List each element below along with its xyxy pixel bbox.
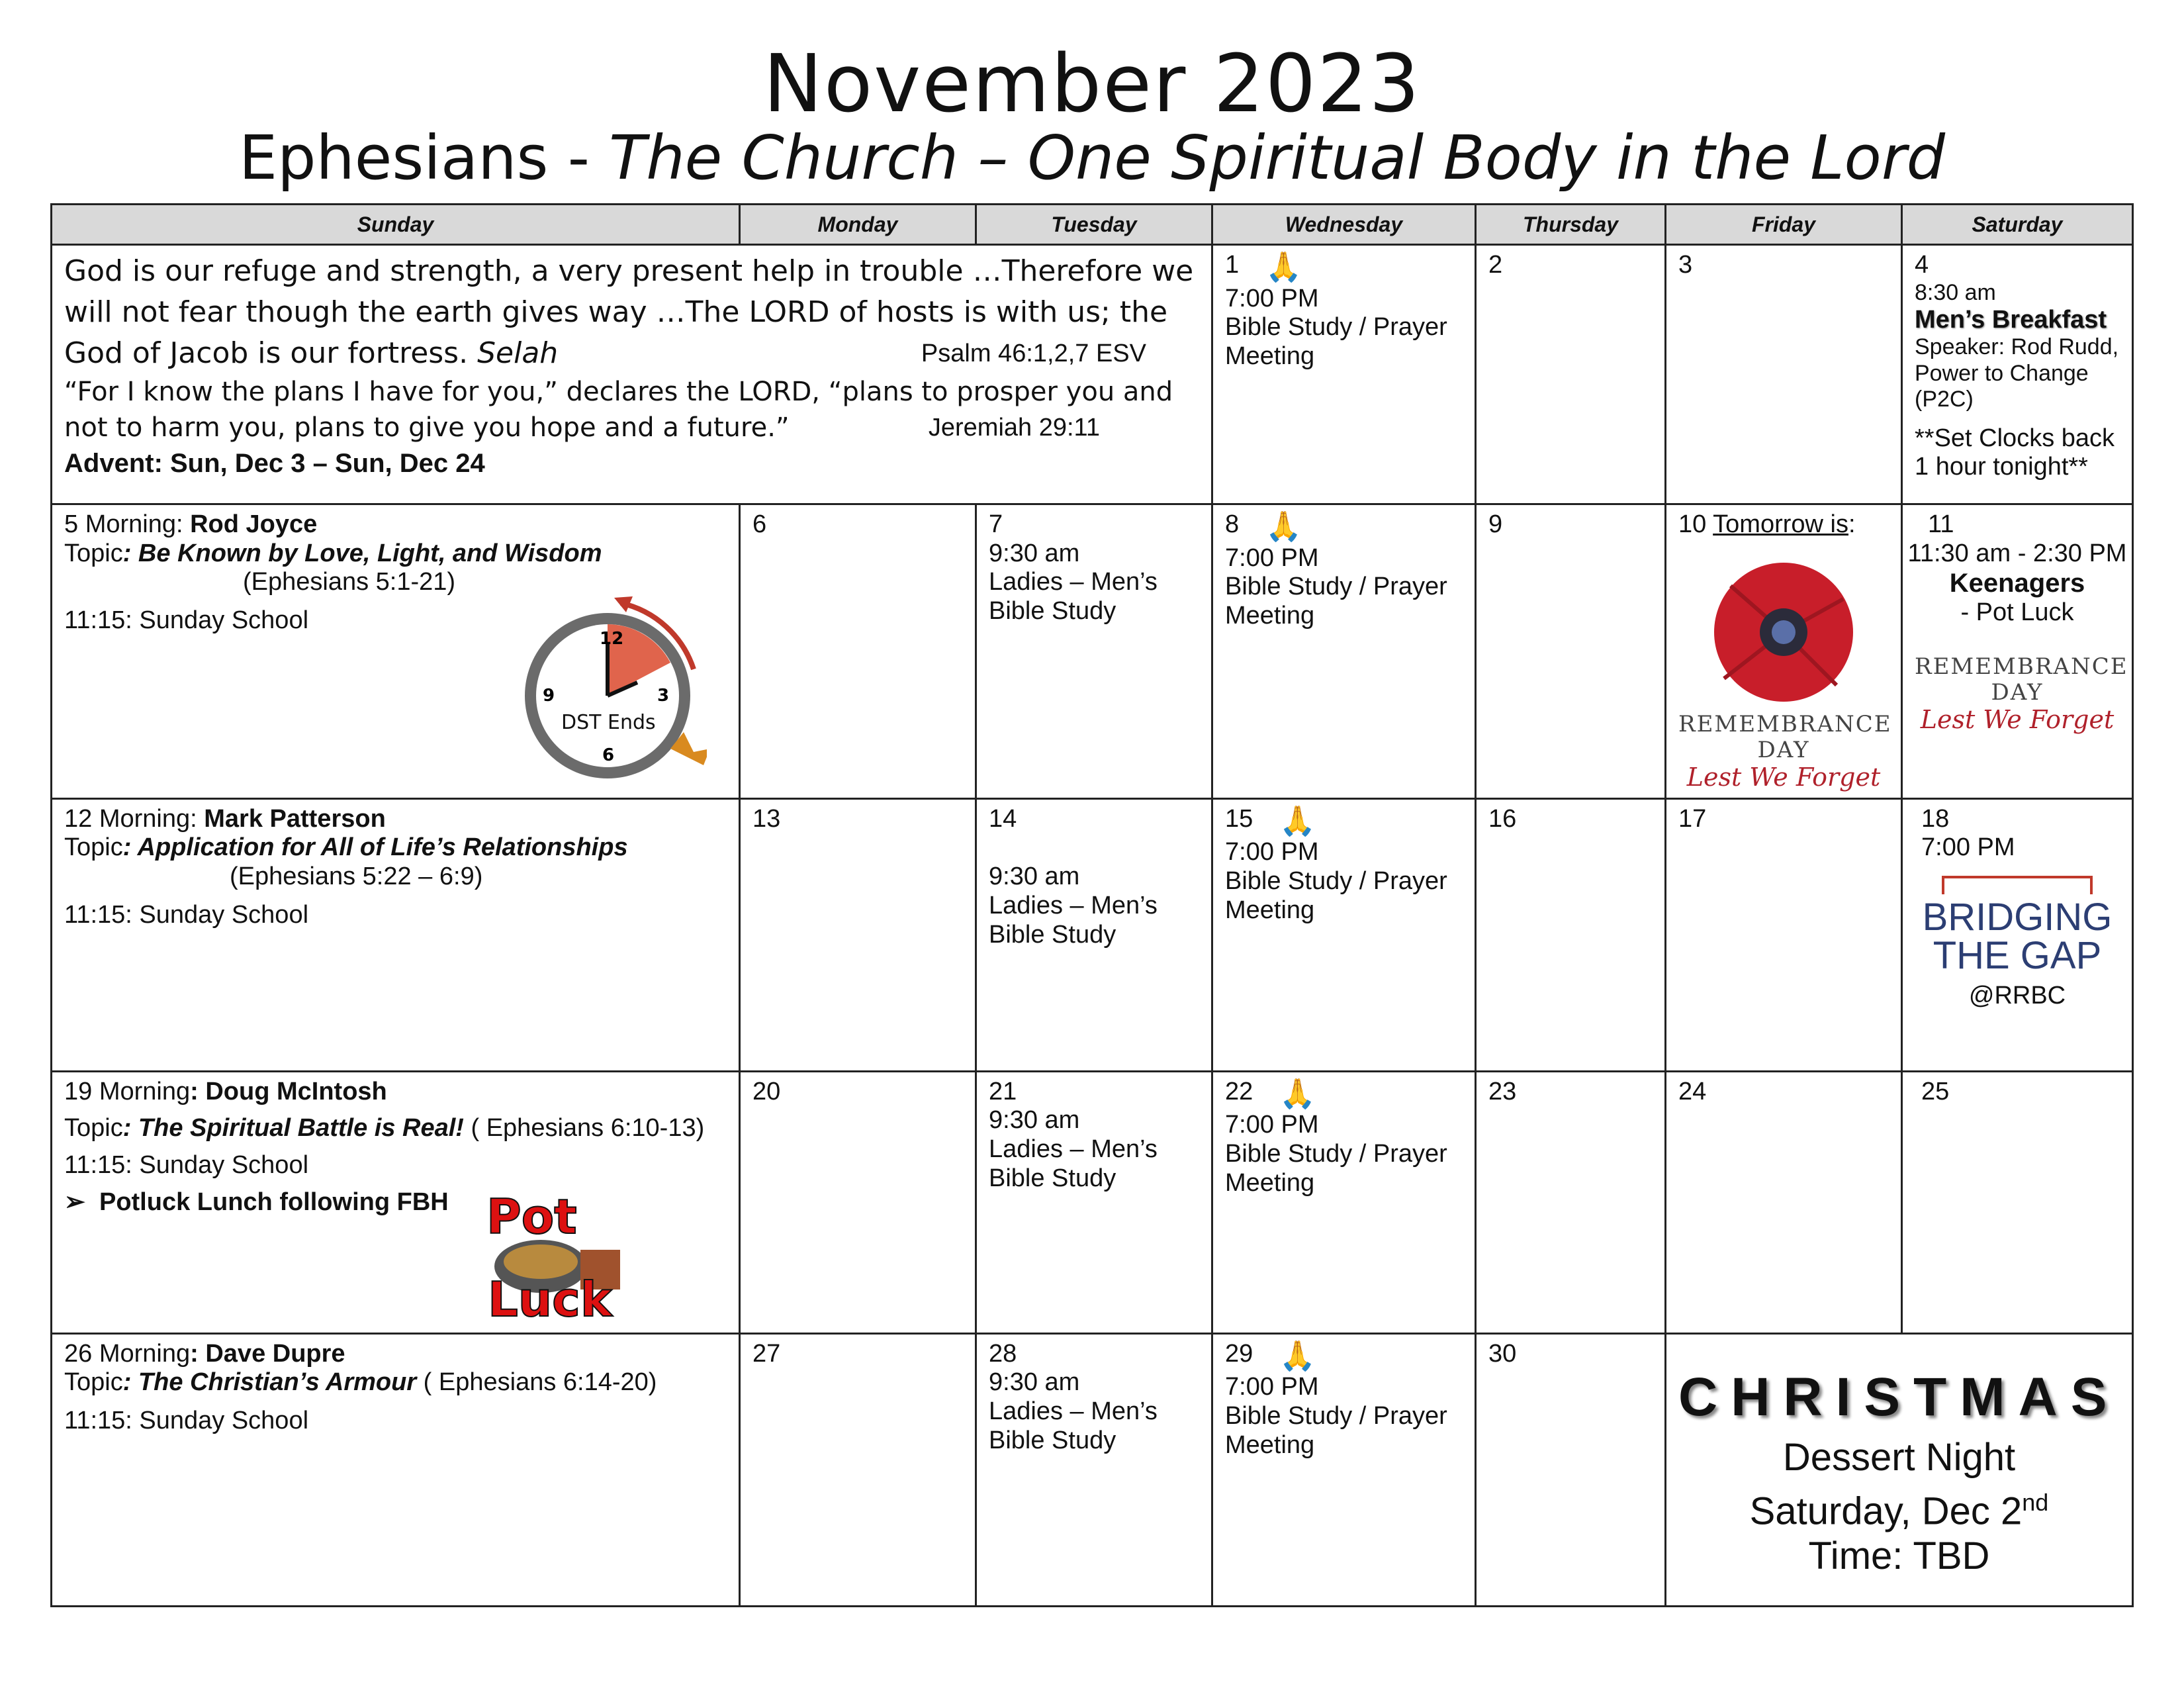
day-cell-15 [1212, 798, 1476, 1071]
luck-text: Luck [488, 1271, 612, 1323]
morning-label: Morning [99, 1339, 191, 1368]
day-cell-3 [1666, 245, 1902, 504]
event-line: Meeting [1225, 601, 1315, 630]
svg-text:6: 6 [602, 745, 615, 765]
potluck-text: Potluck Lunch following FBH [99, 1188, 449, 1216]
logo-line: THE GAP [1933, 933, 2102, 977]
day-number: 13 [752, 804, 781, 833]
event-line: Bible Study [989, 1426, 1116, 1454]
event-line: Bible Study / Prayer [1225, 1401, 1447, 1430]
lest-we-forget-text: Lest We Forget [1686, 762, 1881, 792]
event-line: Bible Study / Prayer [1225, 313, 1447, 342]
arrow-bullet-icon: ➢ [64, 1188, 85, 1216]
day-number: 20 [752, 1077, 781, 1105]
day-cell-19 [52, 1071, 740, 1333]
day-number: 7 [989, 510, 1003, 538]
weekday-friday: Friday [1666, 205, 1902, 245]
event-speaker: Speaker: Rod Rudd, Power to Change (P2C) [1915, 334, 2119, 412]
day-number: 2 [1488, 251, 1503, 279]
pot-text: Pot [486, 1190, 577, 1244]
speaker-name: Rod Joyce [190, 510, 318, 538]
day-cell-26 [52, 1333, 740, 1606]
weekday-saturday: Saturday [1902, 205, 2133, 245]
event-line: Bible Study [989, 597, 1116, 626]
day-cell-21 [976, 1071, 1212, 1333]
event-time: 7:00 PM [1225, 1111, 1319, 1139]
remembrance-day-text: REMEMBRANCE DAY [1915, 653, 2128, 706]
event-title: Men’s Breakfast [1915, 305, 2107, 334]
event-line: Bible Study / Prayer [1225, 867, 1447, 895]
event-line: Ladies – Men’s [989, 891, 1158, 919]
day-cell-5 [52, 504, 740, 799]
event-line: Meeting [1225, 1430, 1315, 1459]
event-subtitle: - Pot Luck [1960, 598, 2074, 627]
week-row [52, 504, 2133, 799]
svg-text:3: 3 [657, 686, 670, 706]
page-title: November 2023 [763, 38, 1421, 130]
event-line: Ladies – Men’s [989, 1397, 1158, 1425]
morning-label: Morning: [85, 510, 191, 538]
page-subtitle [0, 122, 2184, 193]
lest-we-forget-text: Lest We Forget [1920, 705, 2115, 735]
day-cell-20 [740, 1071, 976, 1333]
christmas-date [1678, 1480, 2120, 1534]
event-time: 7:00 PM [1225, 543, 1319, 572]
day-number: 14 [989, 804, 1017, 833]
clock-icon [515, 590, 707, 782]
day-number: 24 [1678, 1077, 1707, 1105]
week-row [52, 798, 2133, 1071]
calendar-table [50, 203, 2134, 1607]
day-number: 17 [1678, 804, 1707, 833]
sermon-topic [64, 1368, 727, 1397]
christmas-event-cell [1666, 1333, 2133, 1606]
day-number: 6 [752, 510, 767, 538]
colon: : [1848, 510, 1856, 538]
day-number: 19 [64, 1077, 93, 1105]
day-cell-18 [1902, 798, 2133, 1071]
day-number: 15 [1225, 804, 1253, 833]
event-line: Meeting [1225, 342, 1315, 370]
day-number: 11 [1928, 510, 1954, 538]
svg-text:12: 12 [600, 629, 624, 649]
day-cell-11 [1902, 504, 2133, 799]
weekday-header-row [52, 205, 2133, 245]
day-cell-28 [976, 1333, 1212, 1606]
sermon-topic [64, 1114, 727, 1143]
speaker-name: : Dave Dupre [190, 1339, 345, 1368]
sunday-morning [64, 510, 727, 539]
event-line: Ladies – Men’s [989, 1135, 1158, 1163]
day-cell-2 [1476, 245, 1666, 504]
event-title: Keenagers [1949, 569, 2085, 598]
day-cell-13 [740, 798, 976, 1071]
day-number: 9 [1488, 510, 1503, 538]
scripture-reference: (Ephesians 5:1-21) [243, 568, 456, 596]
remembrance-day-text: REMEMBRANCE DAY [1678, 710, 1892, 763]
praying-hands-icon: 🙏 [1265, 510, 1302, 543]
event-line: Bible Study [989, 920, 1116, 949]
topic-title: : The Spiritual Battle is Real! [122, 1114, 464, 1143]
day-number: 23 [1488, 1077, 1517, 1105]
day-number: 21 [989, 1077, 1017, 1105]
day-cell-6 [740, 504, 976, 799]
day-number: 5 [64, 510, 79, 538]
day-cell-9 [1476, 504, 1666, 799]
day-number: 1 [1225, 251, 1240, 279]
event-time: 7:00 PM [1225, 1373, 1319, 1401]
day-cell-14 [976, 798, 1212, 1071]
day-number: 26 [64, 1339, 93, 1368]
day-number: 25 [1921, 1077, 1950, 1105]
day-number: 10 [1678, 510, 1707, 538]
day-number: 30 [1488, 1339, 1517, 1368]
event-line: Meeting [1225, 1168, 1315, 1197]
jeremiah-verse [64, 374, 1199, 445]
day-number: 18 [1921, 804, 1950, 833]
event-time: 9:30 am [989, 539, 1080, 567]
day-number: 28 [989, 1339, 1017, 1368]
event-line: Bible Study / Prayer [1225, 1139, 1447, 1168]
day-number: 3 [1678, 251, 1693, 279]
day-cell-1 [1212, 245, 1476, 504]
event-line: Bible Study [989, 1164, 1116, 1192]
day-cell-7 [976, 504, 1212, 799]
praying-hands-icon: 🙏 [1279, 1077, 1316, 1110]
day-number: 29 [1225, 1339, 1253, 1368]
day-number: 12 [64, 804, 93, 833]
topic-title: : Application for All of Life’s Relationships [122, 833, 628, 862]
day-cell-17 [1666, 798, 1902, 1071]
sunday-school: 11:15: Sunday School [64, 1406, 309, 1434]
tomorrow-label: Tomorrow is [1713, 510, 1848, 538]
sunday-school: 11:15: Sunday School [64, 606, 309, 635]
praying-hands-icon: 🙏 [1279, 1339, 1316, 1372]
event-time: 9:30 am [989, 863, 1080, 891]
sunday-morning [64, 1340, 727, 1369]
clocks-note: 1 hour tonight** [1915, 453, 2088, 481]
scripture-reference: ( Ephesians 6:14-20) [416, 1368, 657, 1397]
logo-line: BRIDGING [1922, 895, 2113, 939]
sunday-school: 11:15: Sunday School [64, 900, 309, 929]
weekday-thursday: Thursday [1476, 205, 1666, 245]
day-cell-4 [1902, 245, 2133, 504]
event-time: 11:30 am - 2:30 PM [1907, 539, 2127, 567]
week-row [52, 245, 2133, 504]
praying-hands-icon: 🙏 [1279, 804, 1316, 837]
day-cell-29 [1212, 1333, 1476, 1606]
subtitle-plain: Ephesians - [238, 122, 610, 193]
sunday-morning [64, 805, 727, 834]
christmas-title: CHRISTMAS [1678, 1366, 2120, 1427]
day-cell-23 [1476, 1071, 1666, 1333]
weekday-monday: Monday [740, 205, 976, 245]
selah-text: Selah [477, 336, 559, 370]
sermon-topic [64, 539, 727, 569]
scripture-reference: ( Ephesians 6:10-13) [463, 1114, 705, 1143]
event-handle: @RRBC [1968, 981, 2066, 1009]
event-time: 7:00 PM [1921, 833, 2015, 862]
day-cell-30 [1476, 1333, 1666, 1606]
psalm-reference: Psalm 46:1,2,7 ESV [921, 340, 1146, 367]
christmas-line: Dessert Night [1782, 1435, 2016, 1479]
sunday-school: 11:15: Sunday School [64, 1150, 309, 1179]
day-number: 27 [752, 1339, 781, 1368]
bridging-the-gap-logo [1915, 876, 2120, 975]
weekday-tuesday: Tuesday [976, 205, 1212, 245]
morning-label: Morning: [99, 804, 205, 833]
bridge-icon [1942, 876, 2093, 894]
event-time: 7:00 PM [1225, 284, 1319, 312]
poppy-icon [1691, 559, 1876, 705]
event-time: 7:00 PM [1225, 838, 1319, 867]
event-line: Meeting [1225, 896, 1315, 924]
ordinal-suffix: nd [2022, 1488, 2049, 1516]
subtitle-italic: The Church – One Spiritual Body in the Lord [609, 122, 1946, 193]
praying-hands-icon: 🙏 [1265, 251, 1302, 283]
psalm-verse [64, 251, 1199, 374]
day-cell-27 [740, 1333, 976, 1606]
day-cell-10 [1666, 504, 1902, 799]
potluck-image [481, 1190, 633, 1323]
advent-note: Advent: Sun, Dec 3 – Sun, Dec 24 [64, 449, 485, 478]
event-line: Ladies – Men’s [989, 568, 1158, 596]
remembrance-note [1678, 510, 1889, 539]
day-cell-16 [1476, 798, 1666, 1071]
week-row [52, 1071, 2133, 1333]
event-time: 9:30 am [989, 1368, 1080, 1397]
psalm-text: God is our refuge and strength, a very present help in trouble …Therefore we will not fear though the earth gives way …The LORD of hosts is with us; the God of Jacob is our fortress. [64, 254, 1194, 370]
day-number: 22 [1225, 1077, 1253, 1105]
sunday-morning [64, 1078, 727, 1107]
weekday-wednesday: Wednesday [1212, 205, 1476, 245]
christmas-date-text: Saturday, Dec 2 [1749, 1489, 2023, 1533]
jeremiah-text: “For I know the plans I have for you,” declares the LORD, “plans to prosper you and not to harm you, plans to give you hope and a future.” [64, 377, 1173, 443]
day-number: 16 [1488, 804, 1517, 833]
topic-label: Topic [64, 833, 123, 862]
event-time: 8:30 am [1915, 279, 1996, 305]
day-cell-24 [1666, 1071, 1902, 1333]
weekday-sunday: Sunday [52, 205, 740, 245]
topic-label: Topic [64, 1368, 123, 1397]
week-row [52, 1333, 2133, 1606]
christmas-time: Time: TBD [1808, 1534, 1990, 1578]
clock-label: DST Ends [561, 711, 656, 734]
event-time: 9:30 am [989, 1106, 1080, 1135]
speaker-name: : Doug McIntosh [190, 1077, 387, 1105]
topic-title: : The Christian’s Armour [122, 1368, 417, 1397]
intro-cell [52, 245, 1212, 504]
speaker-name: Mark Patterson [204, 804, 386, 833]
day-cell-12 [52, 798, 740, 1071]
day-cell-22 [1212, 1071, 1476, 1333]
sermon-topic [64, 833, 727, 863]
day-number: 8 [1225, 510, 1240, 538]
event-line: Bible Study / Prayer [1225, 573, 1447, 601]
jeremiah-reference: Jeremiah 29:11 [928, 414, 1100, 442]
scripture-reference: (Ephesians 5:22 – 6:9) [230, 862, 483, 890]
day-cell-25 [1902, 1071, 2133, 1333]
topic-label: Topic [64, 1114, 123, 1143]
morning-label: Morning [99, 1077, 191, 1105]
svg-text:9: 9 [543, 686, 555, 706]
topic-label: Topic [64, 539, 123, 567]
clocks-note: **Set Clocks back [1915, 424, 2115, 452]
topic-title: : Be Known by Love, Light, and Wisdom [122, 539, 602, 567]
day-cell-8 [1212, 504, 1476, 799]
day-number: 4 [1915, 251, 1929, 279]
